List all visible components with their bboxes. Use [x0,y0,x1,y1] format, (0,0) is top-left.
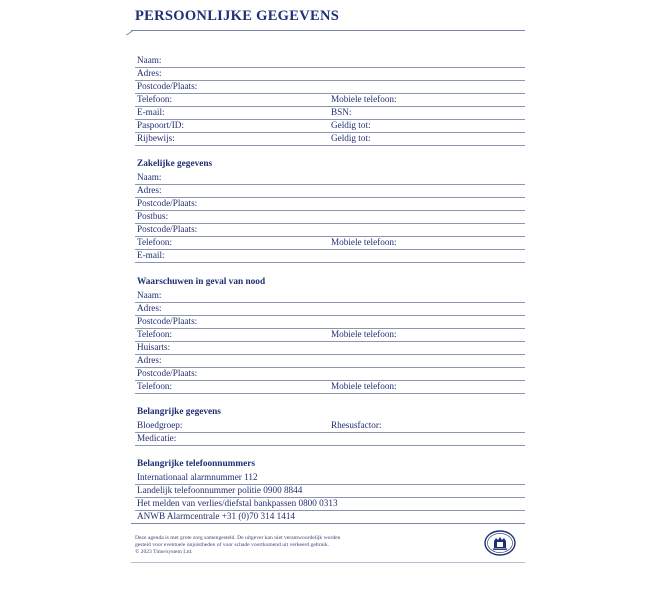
section-heading-business: Zakelijke gegevens [137,159,213,169]
field-label: Postcode/Plaats: [137,198,198,208]
phone-row [135,497,525,511]
field-label: Adres: [137,68,162,78]
field-label: Bloedgroep: [137,420,183,430]
field-label: Telefoon: [137,237,173,247]
field-label: Telefoon: [137,94,173,104]
form-row[interactable] [135,184,525,198]
form-row[interactable] [135,289,525,303]
field-label-secondary: Mobiele telefoon: [331,237,397,247]
field-label: Postcode/Plaats: [137,316,198,326]
section-heading-phones: Belangrijke telefoonnummers [137,459,255,469]
form-row[interactable] [135,354,525,368]
footer-divider [131,523,525,524]
page-title: PERSOONLIJKE GEGEVENS [135,8,340,24]
form-row[interactable] [135,419,525,433]
phone-row [135,471,525,485]
form-row[interactable] [135,119,525,133]
phone-entry: Internationaal alarmnummer 112 [137,472,258,482]
field-label-secondary: Rhesusfactor: [331,420,382,430]
form-row[interactable] [135,341,525,355]
field-label-secondary: Mobiele telefoon: [331,329,397,339]
field-label: Postcode/Plaats: [137,224,198,234]
field-label-secondary: Geldig tot: [331,120,371,130]
form-row[interactable] [135,223,525,237]
field-label: Huisarts: [137,342,171,352]
field-label: Telefoon: [137,381,173,391]
form-row[interactable] [135,132,525,146]
field-label: Adres: [137,303,162,313]
form-row[interactable] [135,171,525,185]
form-row[interactable] [135,315,525,329]
copyright-line: © 2023 Time/system Ltd. [135,549,193,555]
page-bottom-divider [131,562,525,563]
form-row[interactable] [135,380,525,394]
field-label: Telefoon: [137,329,173,339]
phone-row [135,484,525,498]
form-row[interactable] [135,80,525,94]
form-row[interactable] [135,67,525,81]
title-divider [131,30,525,31]
form-row[interactable] [135,236,525,250]
field-label: Naam: [137,55,162,65]
field-label-secondary: Geldig tot: [331,133,371,143]
form-row[interactable] [135,54,525,68]
phone-entry: Het melden van verlies/diefstal bankpassen 0800 0313 [137,498,338,508]
field-label: Postcode/Plaats: [137,81,198,91]
field-label: Naam: [137,290,162,300]
disclaimer [135,535,435,556]
form-row[interactable] [135,93,525,107]
form-row[interactable] [135,249,525,263]
phone-entry: ANWB Alarmcentrale +31 (0)70 314 1414 [137,511,296,521]
disclaimer-line: gesteld voor eventuele onjuistheden of voor schade voortkomend uit verkeerd gebruik. [135,542,330,548]
field-label-secondary: BSN: [331,107,352,117]
field-label: Medicatie: [137,433,177,443]
phone-row [135,510,525,523]
field-label-secondary: Mobiele telefoon: [331,94,397,104]
phone-entry: Landelijk telefoonnummer politie 0900 8844 [137,485,303,495]
form-row[interactable] [135,106,525,120]
form-row[interactable] [135,302,525,316]
field-label: Postbus: [137,211,169,221]
field-label: E-mail: [137,250,165,260]
crest-logo-icon [484,530,516,556]
section-heading-emergency: Waarschuwen in geval van nood [137,277,266,287]
section-heading-important: Belangrijke gegevens [137,407,221,417]
form-row[interactable] [135,367,525,381]
disclaimer-line: Deze agenda is met grote zorg samengesteld. De uitgever kan niet verantwoordelijk worden [135,535,341,541]
form-row[interactable] [135,210,525,224]
form-row[interactable] [135,197,525,211]
field-label: Adres: [137,355,162,365]
field-label: E-mail: [137,107,165,117]
form-row[interactable] [135,432,525,446]
field-label: Paspoort/ID: [137,120,184,130]
field-label: Rijbewijs: [137,133,175,143]
field-label: Postcode/Plaats: [137,368,198,378]
field-label: Adres: [137,185,162,195]
form-row[interactable] [135,328,525,342]
field-label: Naam: [137,172,162,182]
field-label-secondary: Mobiele telefoon: [331,381,397,391]
